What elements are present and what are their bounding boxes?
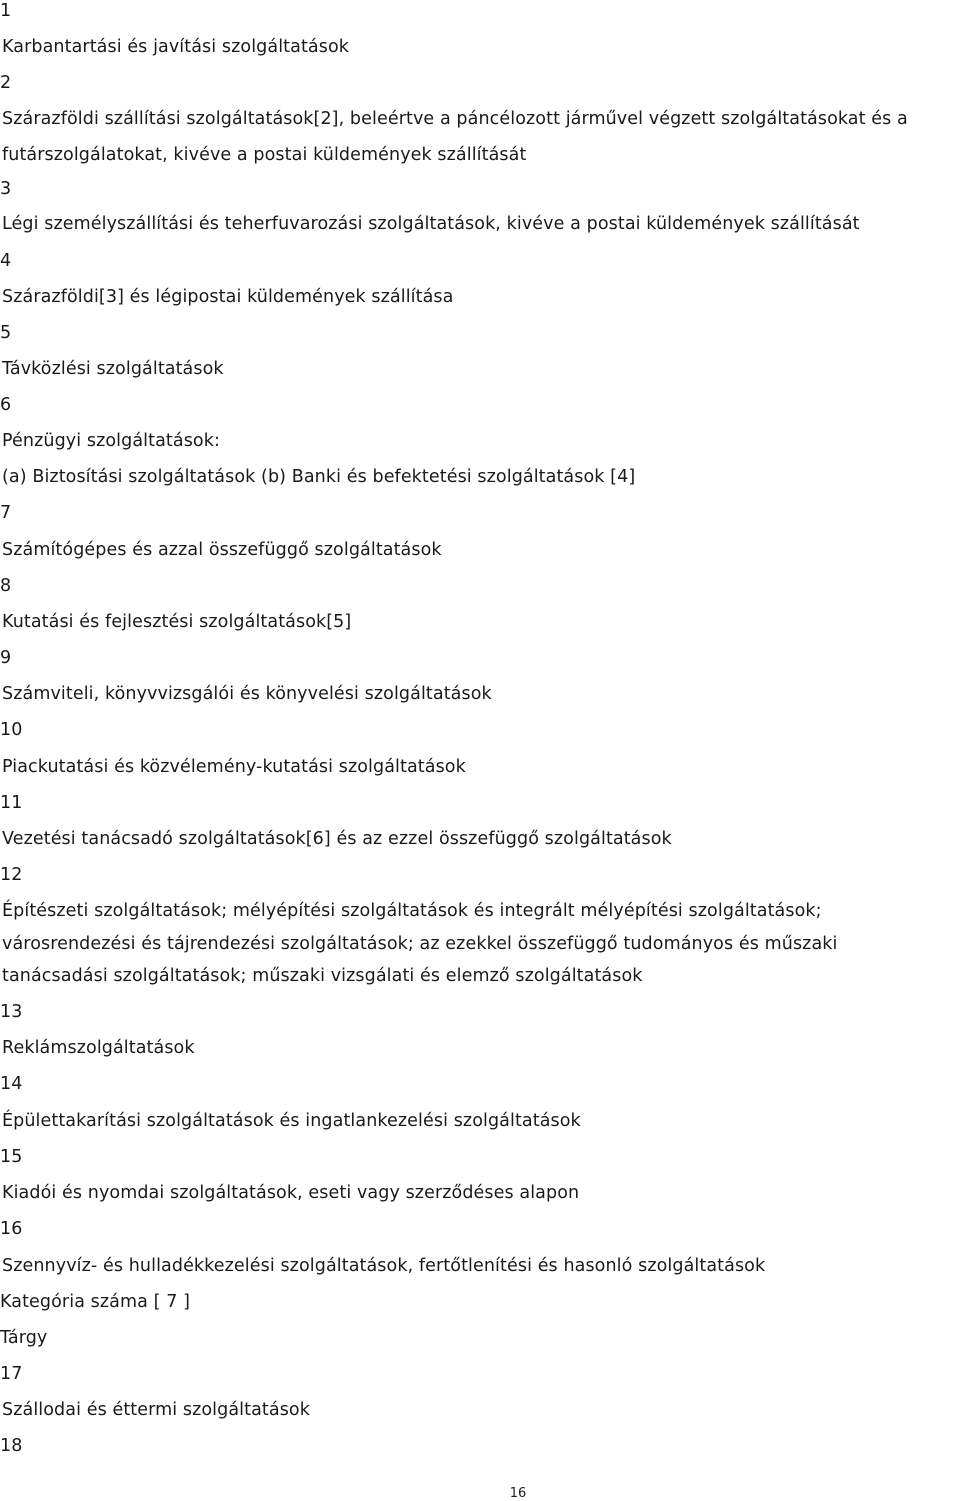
entry-text: Karbantartási és javítási szolgáltatások — [2, 37, 349, 57]
entry-text: városrendezési és tájrendezési szolgáltatások; az ezekkel összefüggő tudományos és műszaki — [2, 934, 838, 954]
entry-number: 15 — [0, 1147, 23, 1167]
entry-text: futárszolgálatokat, kivéve a postai küldemények szállítását — [2, 145, 527, 165]
entry-number: 11 — [0, 793, 23, 813]
entry-text: tanácsadási szolgáltatások; műszaki vizsgálati és elemző szolgáltatások — [2, 966, 643, 986]
entry-text: Vezetési tanácsadó szolgáltatások[6] és az ezzel összefüggő szolgáltatások — [2, 829, 672, 849]
entry-text: Pénzügyi szolgáltatások: — [2, 431, 220, 451]
entry-number: 9 — [0, 648, 12, 668]
entry-number: 10 — [0, 720, 23, 740]
entry-text: Szállodai és éttermi szolgáltatások — [2, 1400, 310, 1420]
entry-text: (a) Biztosítási szolgáltatások (b) Banki és befektetési szolgáltatások [4] — [2, 467, 636, 487]
entry-number: 4 — [0, 251, 12, 271]
entry-text: Szárazföldi[3] és légipostai küldemények szállítása — [2, 287, 454, 307]
entry-text: Piackutatási és közvélemény-kutatási szolgáltatások — [2, 757, 466, 777]
entry-text: Szennyvíz- és hulladékkezelési szolgáltatások, fertőtlenítési és hasonló szolgáltatások — [2, 1256, 766, 1276]
entry-number: 18 — [0, 1436, 23, 1456]
entry-text: Légi személyszállítási és teherfuvarozási szolgáltatások, kivéve a postai küldemények szállítását — [2, 214, 860, 234]
category-number-label: Kategória száma [ 7 ] — [0, 1292, 191, 1312]
entry-text: Építészeti szolgáltatások; mélyépítési szolgáltatások és integrált mélyépítési szolgáltatások; — [2, 901, 822, 921]
entry-text: Reklámszolgáltatások — [2, 1038, 195, 1058]
entry-number: 3 — [0, 179, 12, 199]
entry-text: Szárazföldi szállítási szolgáltatások[2], beleértve a páncélozott járművel végzett szolgáltatásokat és a — [2, 109, 908, 129]
entry-number: 16 — [0, 1219, 23, 1239]
entry-number: 5 — [0, 323, 12, 343]
entry-number: 14 — [0, 1074, 23, 1094]
entry-number: 17 — [0, 1364, 23, 1384]
entry-text: Számítógépes és azzal összefüggő szolgáltatások — [2, 540, 442, 560]
entry-number: 6 — [0, 395, 12, 415]
entry-number: 8 — [0, 576, 12, 596]
entry-number: 12 — [0, 865, 23, 885]
entry-text: Távközlési szolgáltatások — [2, 359, 224, 379]
entry-text: Épülettakarítási szolgáltatások és ingatlankezelési szolgáltatások — [2, 1111, 581, 1131]
entry-number: 2 — [0, 73, 12, 93]
subject-label: Tárgy — [0, 1328, 48, 1348]
entry-number: 1 — [0, 1, 12, 21]
entry-text: Számviteli, könyvvizsgálói és könyvelési szolgáltatások — [2, 684, 492, 704]
entry-text: Kutatási és fejlesztési szolgáltatások[5] — [2, 612, 352, 632]
page-number: 16 — [509, 1486, 527, 1501]
entry-number: 13 — [0, 1002, 23, 1022]
entry-number: 7 — [0, 503, 12, 523]
entry-text: Kiadói és nyomdai szolgáltatások, eseti vagy szerződéses alapon — [2, 1183, 580, 1203]
